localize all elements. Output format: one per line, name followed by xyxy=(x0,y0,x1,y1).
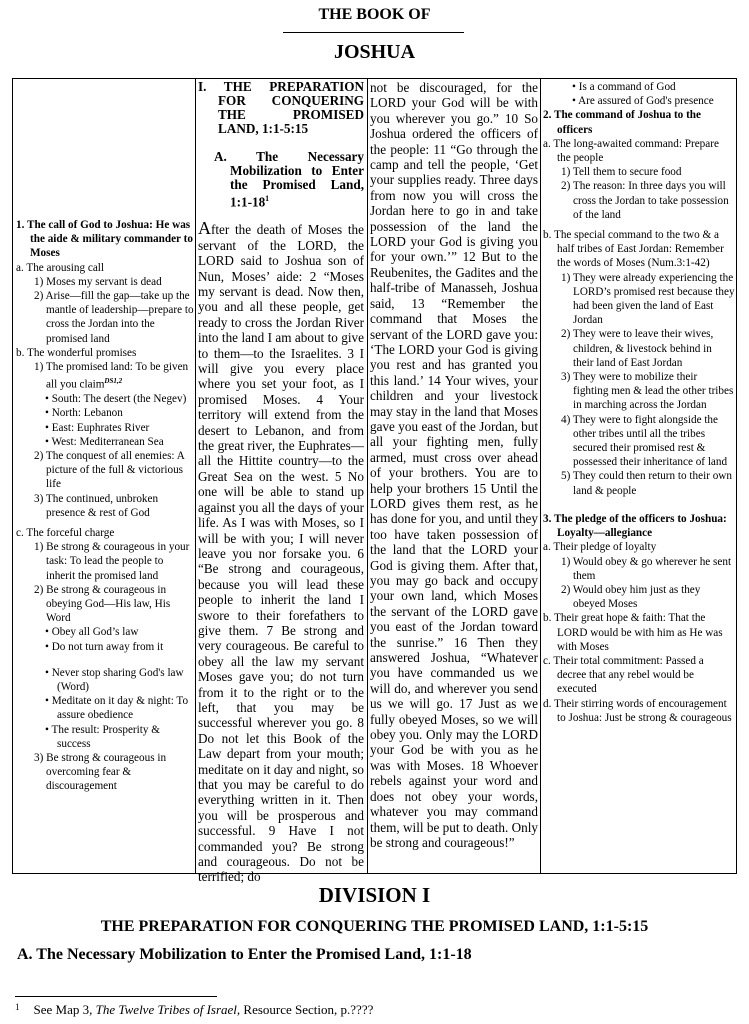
outline-item xyxy=(16,406,194,420)
left-outline-column xyxy=(16,80,194,794)
outline-item xyxy=(543,413,735,470)
outline-item xyxy=(16,492,194,520)
outline-item xyxy=(16,583,194,626)
outline-item xyxy=(16,360,194,392)
footnote-prefix: See Map 3, xyxy=(33,1002,96,1017)
scripture-text-1 xyxy=(198,218,364,885)
outline-item-text: 2) The reason: In three days you will cross the Jordan to take possession of the land xyxy=(561,180,729,221)
outline-item xyxy=(16,540,194,583)
header-rule xyxy=(283,32,464,33)
column-spacer xyxy=(198,209,364,221)
footnote-rule xyxy=(15,996,217,997)
outline-item-text: 2) The conquest of all enemies: A picture of the full & victorious life xyxy=(34,449,185,491)
outline-item xyxy=(16,435,194,449)
division-section-heading: A. The Necessary Mobilization to Enter the Promised Land, 1:1-18 xyxy=(17,946,472,963)
outline-item xyxy=(543,540,735,554)
outline-item xyxy=(16,625,194,639)
outline-item-text: 1) The promised land: To be given all you claim xyxy=(34,361,189,391)
outline-item xyxy=(543,327,735,370)
outline-item-text: • Meditate on it day & night: To assure obedience xyxy=(45,695,189,722)
column-divider xyxy=(367,78,368,874)
outline-item-text: 2) Be strong & courageous in obeying God—His law, His Word xyxy=(34,583,171,625)
outline-heading-3: 3. The pledge of the officers to Joshua: Loyalty—allegiance xyxy=(543,512,727,540)
outline-item-text: 2) Would obey him just as they obeyed Moses xyxy=(561,583,701,611)
book-title-joshua: JOSHUA xyxy=(333,41,416,63)
column-spacer xyxy=(198,136,364,150)
outline-item-text: 1) Be strong & courageous in your task: To lead the people to inherit the promised land xyxy=(34,541,190,582)
outline-item-text: 2) Arise—fill the gap—take up the mantle of leadership—prepare to cross the Jordan into the promised land xyxy=(34,290,194,345)
outline-item xyxy=(16,289,194,346)
outline-item xyxy=(16,666,194,694)
outline-item xyxy=(543,583,735,611)
outline-item xyxy=(543,555,735,583)
outline-item-text: • Do not turn away from it xyxy=(45,640,164,653)
outline-item-text: • West: Mediterranean Sea xyxy=(45,435,164,448)
outline-item xyxy=(16,751,194,794)
section-heading-A xyxy=(198,150,364,209)
outline-item-text: d. Their stirring words of encouragement to Joshua: Just be strong & courageous xyxy=(543,697,732,724)
outline-item-text: 1) Tell them to secure food xyxy=(561,166,682,179)
outline-item-text: a. The arousing call xyxy=(16,261,105,274)
scripture-passage: fter the death of Moses the servant of the LORD, the LORD said to Joshua son of Nun, Moses’ aide: 2 “Moses my servant is dead. Now then, you and all these people, get ready to cross the Jordan River into the land I am about to give to them—to the Israelites. 3 I will give you every place where you set your foot, as I promised Moses. 4 Your territory will extend from the desert to Lebanon, and from the great river, the Euphrates—all the Hittite country—to the Great Sea on the west. 5 No one will be able to stand up against you all the days of your life. As I was with Moses, so I will be with you; I will never leave you nor forsake you. 6 “Be strong and courageous, because you will lead these people to inherit the land I swore to their forefathers to give them. 7 Be strong and very courageous. Be careful to obey all the law my servant Moses gave you; do not turn from it to the right or to the left, that you may be successful wherever you go. 8 Do not let this Book of the Law depart from your mouth; meditate on it day and night, so that you may be careful to do everything written in it. Then you will be prosperous and successful. 9 Have I not commanded you? Be strong and courageous. Do not be terrified; do xyxy=(198,222,364,885)
section-heading-I: I. THE PREPARATION FOR CONQUERING THE PROMISED LAND, 1:1-5:15 xyxy=(198,80,364,136)
outline-item-text: a. The long-awaited command: Prepare the people xyxy=(543,137,719,165)
footnote xyxy=(15,1002,373,1018)
outline-heading-1: 1. The call of God to Joshua: He was the aide & military commander to Moses xyxy=(16,219,193,260)
outline-item-text: b. The special command to the two & a half tribes of East Jordan: Remember the words of Moses (Num.3:1-42) xyxy=(543,229,724,270)
outline-item-text: • Is a command of God xyxy=(572,81,676,93)
column-divider xyxy=(540,78,541,874)
outline-item-text: 3) They were to mobilize their fighting men & lead the other tribes in marching across the Jordan xyxy=(561,371,734,412)
outline-list xyxy=(543,540,735,725)
outline-item xyxy=(543,165,735,179)
outline-item-text: 5) They could then return to their own land & people xyxy=(561,470,732,497)
outline-item xyxy=(16,421,194,435)
column-spacer xyxy=(16,80,194,218)
outline-item-text: • The result: Prosperity & success xyxy=(45,723,160,750)
outline-item-text: 3) Be strong & courageous in overcoming fear & discouragement xyxy=(34,752,167,793)
outline-item-text: 1) Would obey & go wherever he sent them xyxy=(561,555,732,582)
outline-item xyxy=(16,346,194,360)
outline-item-text: 1) Moses my servant is dead xyxy=(34,275,162,288)
outline-item xyxy=(16,723,194,751)
outline-list xyxy=(543,137,735,498)
outline-item xyxy=(16,694,194,722)
outline-item xyxy=(543,271,735,328)
footnote-suffix: Resource Section, p.???? xyxy=(240,1002,374,1017)
outline-item-text: 4) They were to fight alongside the other tribes until all the tribes secured their promised rest & possessed their inheritance of land xyxy=(561,413,728,469)
footnote-map-title: The Twelve Tribes of Israel, xyxy=(95,1002,241,1017)
division-title: DIVISION I xyxy=(318,883,431,907)
outline-item-text: • South: The desert (the Negev) xyxy=(45,393,187,406)
outline-item-text: • East: Euphrates River xyxy=(45,421,150,434)
outline-item-text: • North: Lebanon xyxy=(45,407,123,420)
outline-item-text: c. Their total commitment: Passed a decree that any rebel would be executed xyxy=(543,654,704,696)
outline-item-superscript: DS1,2 xyxy=(104,377,123,386)
outline-item xyxy=(543,654,735,697)
book-title-line1: THE BOOK OF xyxy=(318,6,431,23)
outline-item-text: c. The forceful charge xyxy=(16,527,115,539)
outline-item xyxy=(543,611,735,654)
right-outline-column xyxy=(543,80,735,725)
outline-item xyxy=(543,94,735,108)
outline-item-text: • Never stop sharing God's law (Word) xyxy=(45,666,184,694)
outline-item xyxy=(16,526,194,540)
drop-cap: A xyxy=(198,218,211,239)
outline-item-text: • Are assured of God's presence xyxy=(572,95,714,108)
outline-item xyxy=(543,137,735,165)
outline-item xyxy=(16,449,194,492)
outline-item xyxy=(16,275,194,289)
section-heading-A-text: A. The Necessary Mobilization to Enter the Promised Land, 1:1-18 xyxy=(214,149,364,210)
outline-item-text: 2) They were to leave their wives, children, & livestock behind in their land of East Jordan xyxy=(561,328,714,369)
outline-item xyxy=(543,228,735,271)
outline-item-text: b. Their great hope & faith: That the LORD would be with him as He was with Moses xyxy=(543,612,723,653)
outline-item-text: 1) They were already experiencing the LORD’s promised rest because they had been given the land of East Jordan xyxy=(561,271,735,327)
scripture-passage: not be discouraged, for the LORD your God will be with you wherever you go.” 10 So Joshua ordered the officers of the people: 11 “Go through the camp and tell the people, ‘Get your supplies ready. Three days from now you will cross the Jordan here to go in and take possession of the land the LORD your God is giving you for your own.’” 12 But to the Reubenites, the Gadites and the half-tribe of Manasseh, Joshua said, 13 “Remember the command that Moses the servant of the LORD gave you: ‘The LORD your God is giving you rest and has granted you this land.’ 14 Your wives, your children and your livestock may stay in the land that Moses gave you east of the Jordan, but all your fighting men, fully armed, must cross over ahead of your brothers. You are to help your brothers 15 Until the LORD gives them rest, as he has done for you, and until they too have taken possession of the land that the LORD your God is giving them. After that, you may go back and occupy your own land, which Moses the servant of the LORD gave you east of the Jordan toward the sunrise.” 16 Then they answered Joshua, “Whatever you have commanded us we will do, and wherever you send us we will go. 17 Just as we fully obeyed Moses, so we will obey you. Only may the LORD your God be with you as he was with Moses. 18 Whoever rebels against your word and does not obey your words, whatever you may command them, will be put to death. Only be strong and courageous!” xyxy=(370,80,538,850)
outline-item-text: b. The wonderful promises xyxy=(16,346,137,359)
outline-item xyxy=(543,469,735,497)
outline-item-text: • Obey all God’s law xyxy=(45,626,139,639)
outline-item-text: a. Their pledge of loyalty xyxy=(543,541,657,554)
footnote-marker: 1 xyxy=(15,1002,20,1012)
division-subtitle: THE PREPARATION FOR CONQUERING THE PROMISED LAND, 1:1-5:15 xyxy=(100,918,649,935)
column-spacer xyxy=(543,498,735,512)
footnote-reference: 1 xyxy=(265,194,270,203)
outline-item xyxy=(543,697,735,725)
outline-item xyxy=(16,640,194,654)
column-divider xyxy=(195,78,196,874)
outline-item xyxy=(16,392,194,406)
outline-item xyxy=(16,261,194,275)
outline-heading-2: 2. The command of Joshua to the officers xyxy=(543,109,701,136)
outline-item xyxy=(543,370,735,413)
outline-list xyxy=(543,80,735,108)
scripture-column-right xyxy=(370,80,538,850)
scripture-column-left xyxy=(198,80,364,885)
outline-list xyxy=(16,261,194,794)
outline-item xyxy=(543,80,735,94)
outline-item xyxy=(543,179,735,222)
outline-item-text: 3) The continued, unbroken presence & rest of God xyxy=(34,492,159,519)
